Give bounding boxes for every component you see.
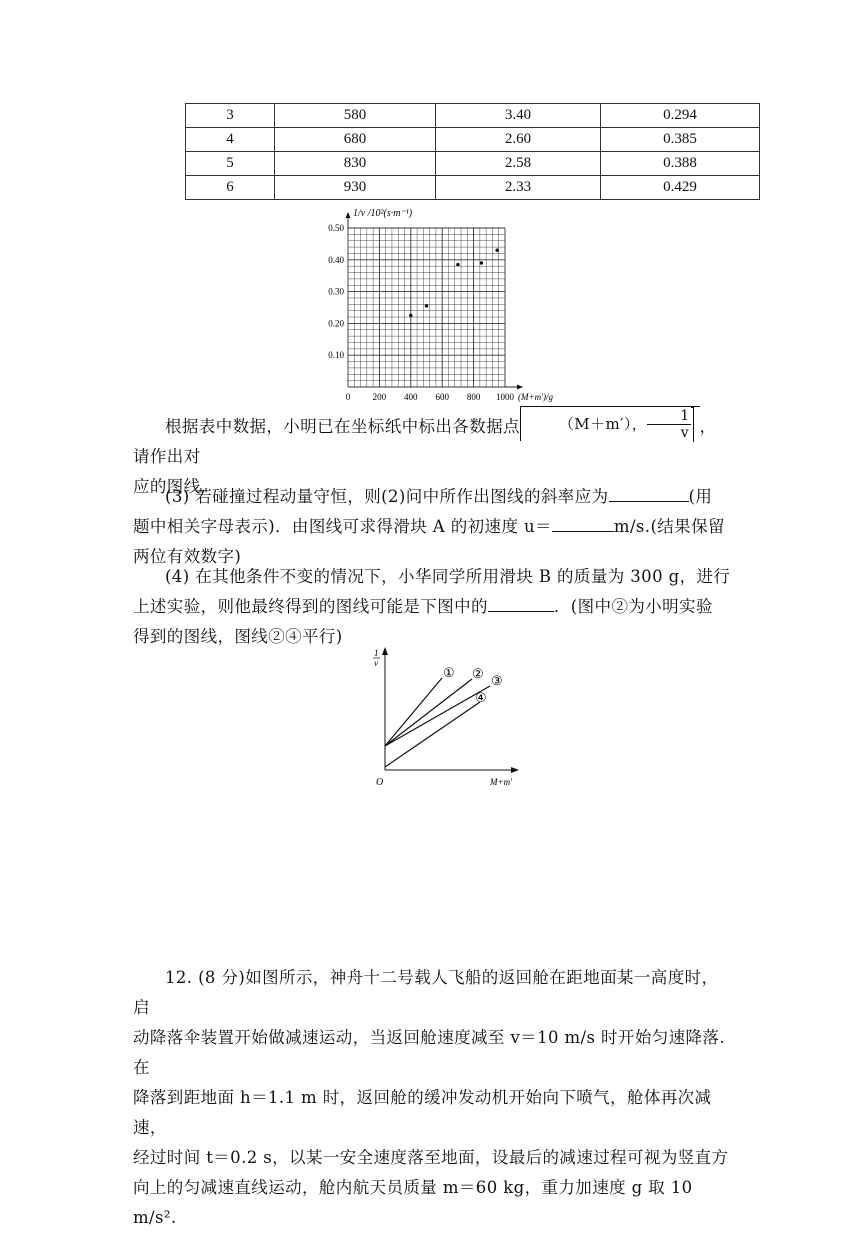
table-cell: 4 bbox=[186, 128, 275, 152]
table-cell: 0.388 bbox=[601, 152, 760, 176]
q12-line-1: 12. (8 分)如图所示，神舟十二号载人飞船的返回舱在距地面某一高度时，启 bbox=[133, 968, 719, 1017]
grid-scatter-chart bbox=[315, 200, 575, 410]
y-axis-arrow bbox=[382, 647, 388, 655]
p1-bracket-text: （M＋m′）， bbox=[558, 415, 648, 433]
p2-text-e: 两位有效数字) bbox=[133, 547, 242, 566]
x-axis-arrow bbox=[511, 767, 519, 773]
data-point bbox=[456, 263, 459, 266]
p1-text-c: 应的图线. bbox=[133, 477, 207, 496]
diagram-ylabel-den: v bbox=[374, 658, 378, 668]
p3-text-c: ．(图中②为小明实验 bbox=[553, 597, 713, 616]
diagram-xlabel: M+m′ bbox=[490, 777, 513, 787]
table-cell: 5 bbox=[186, 152, 275, 176]
inverse-v-fraction: $\frac{1}{v}$ bbox=[647, 408, 690, 441]
table-cell: 580 bbox=[275, 104, 436, 128]
x-tick-label: 0 bbox=[345, 392, 351, 402]
candidate-lines-diagram bbox=[368, 645, 528, 795]
p1-text-a: 根据表中数据，小明已在坐标纸中标出各数据点 bbox=[165, 417, 520, 436]
p2-text-a: (3) 若碰撞过程动量守恒，则(2)问中所作出图线的斜率应为 bbox=[165, 487, 609, 506]
table-row bbox=[186, 104, 760, 128]
y-tick-label: 0.40 bbox=[328, 254, 344, 265]
x-tick-label: 200 bbox=[372, 392, 387, 402]
x-tick-label: 400 bbox=[404, 392, 418, 402]
table-cell: 0.385 bbox=[601, 128, 760, 152]
y-axis-arrow bbox=[346, 212, 351, 218]
data-table bbox=[185, 103, 760, 200]
p2-text-d: m/s.(结果保留 bbox=[613, 517, 725, 536]
q12-line-5: 向上的匀减速直线运动，舱内航天员质量 m＝60 kg，重力加速度 g 取 10 m/s². bbox=[133, 1178, 693, 1227]
p3-text-b: 上述实验，则他最终得到的图线可能是下图中的 bbox=[133, 597, 488, 616]
y-tick-label: 0.20 bbox=[328, 318, 344, 329]
q12-line-3: 降落到距地面 h＝1.1 m 时，返回舱的缓冲发动机开始向下喷气，舱体再次减速， bbox=[133, 1088, 712, 1137]
paragraph-question-3 bbox=[133, 482, 733, 572]
line-label-1: ① bbox=[443, 665, 455, 680]
line-1 bbox=[385, 678, 442, 746]
line-label-2: ② bbox=[472, 666, 484, 681]
y-tick-label: 0.50 bbox=[328, 223, 344, 233]
table-cell: 2.60 bbox=[436, 128, 601, 152]
data-point bbox=[480, 261, 483, 264]
p2-text-b: (用 bbox=[688, 487, 713, 506]
velocity-blank[interactable] bbox=[552, 513, 614, 532]
table-cell: 3 bbox=[186, 104, 275, 128]
table-cell: 680 bbox=[275, 128, 436, 152]
y-tick-label: 0.10 bbox=[328, 350, 344, 361]
chart1-xlabel: (M+m′)/g bbox=[518, 392, 554, 402]
p3-text-a: (4) 在其他条件不变的情况下，小华同学所用滑块 B 的质量为 300 g，进行 bbox=[165, 567, 731, 586]
y-tick-label: 0.30 bbox=[328, 286, 344, 297]
diagram-ylabel-num: 1 bbox=[374, 648, 379, 658]
chart1-ylabel-text: 1/v /10²(s·m⁻¹) bbox=[353, 208, 413, 219]
table-cell: 6 bbox=[186, 176, 275, 200]
data-point bbox=[409, 314, 412, 317]
point-notation bbox=[520, 406, 700, 441]
paragraph-question-4 bbox=[133, 562, 733, 652]
diagram-origin: O bbox=[376, 777, 384, 788]
x-tick-label: 800 bbox=[466, 392, 481, 402]
q12-line-4: 经过时间 t＝0.2 s，以某一安全速度落至地面，设最后的减速过程可视为竖直方 bbox=[133, 1148, 729, 1167]
x-axis-arrow bbox=[517, 385, 523, 390]
table-cell: 830 bbox=[275, 152, 436, 176]
question-12 bbox=[133, 963, 733, 1233]
table-row bbox=[186, 176, 760, 200]
table-cell: 0.294 bbox=[601, 104, 760, 128]
table-cell: 3.40 bbox=[436, 104, 601, 128]
p3-text-d: 得到的图线，图线②④平行) bbox=[133, 627, 343, 646]
table-cell: 2.58 bbox=[436, 152, 601, 176]
p1-text-b: ，请作出对 bbox=[133, 417, 717, 466]
data-point bbox=[495, 249, 498, 252]
line-label-4: ④ bbox=[475, 690, 487, 705]
table-cell: 930 bbox=[275, 176, 436, 200]
graph-choice-blank[interactable] bbox=[488, 593, 554, 612]
chart1-ylabel bbox=[353, 208, 413, 219]
table-cell: 0.429 bbox=[601, 176, 760, 200]
line-2 bbox=[385, 679, 472, 746]
table-cell: 2.33 bbox=[436, 176, 601, 200]
table-row bbox=[186, 128, 760, 152]
line-label-3: ③ bbox=[491, 673, 503, 688]
x-tick-label: 1000 bbox=[496, 392, 514, 402]
paragraph-plot-instruction bbox=[133, 408, 733, 496]
data-point bbox=[425, 304, 428, 307]
q12-line-2: 动降落伞装置开始做减速运动，当返回舱速度减至 v＝10 m/s 时开始匀速降落. 在 bbox=[133, 1028, 725, 1077]
p2-text-c: 题中相关字母表示)．由图线可求得滑块 A 的初速度 u＝ bbox=[133, 517, 552, 536]
table-row bbox=[186, 152, 760, 176]
x-tick-label: 600 bbox=[435, 392, 449, 402]
slope-blank[interactable] bbox=[609, 483, 689, 502]
